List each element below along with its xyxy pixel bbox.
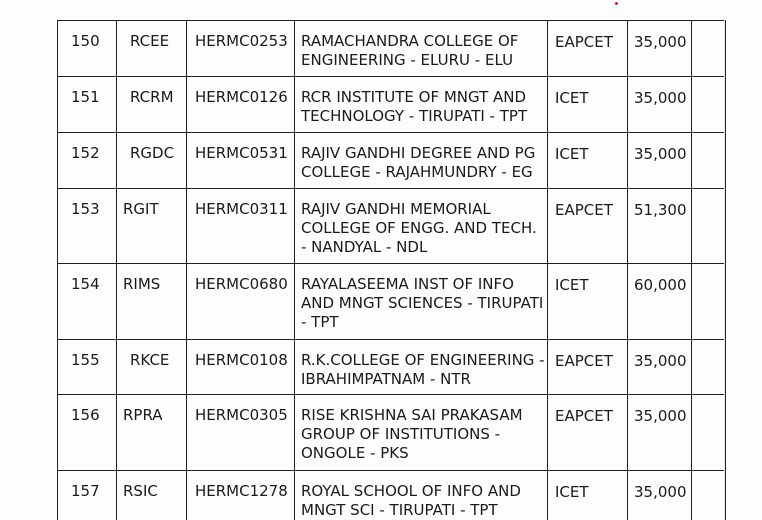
college-name-cell: RCR INSTITUTE OF MNGT AND TECHNOLOGY - TIRUPATI - TPT (295, 77, 548, 133)
serial-number-cell: 157 (58, 471, 117, 520)
fee-cell: 35,000 (628, 340, 692, 395)
blank-cell (692, 133, 726, 189)
hermc-code-cell: HERMC0311 (187, 189, 295, 264)
table-row (58, 471, 726, 520)
serial-number-cell: 153 (58, 189, 117, 264)
exam-cell: EAPCET (548, 395, 628, 471)
fee-cell: 60,000 (628, 264, 692, 340)
blank-cell (692, 340, 726, 395)
serial-number-cell: 151 (58, 77, 117, 133)
college-fee-table (57, 20, 726, 520)
hermc-code-cell: HERMC1278 (187, 471, 295, 520)
table-row (58, 340, 726, 395)
fee-cell: 35,000 (628, 21, 692, 77)
exam-cell: EAPCET (548, 21, 628, 77)
blank-cell (692, 21, 726, 77)
college-code-cell: RIMS (117, 264, 187, 340)
fee-cell: 35,000 (628, 133, 692, 189)
hermc-code-cell: HERMC0531 (187, 133, 295, 189)
college-code-cell: RPRA (117, 395, 187, 471)
college-code-cell: RCEE (117, 21, 187, 77)
blank-cell (692, 395, 726, 471)
blank-cell (692, 471, 726, 520)
table-row (58, 21, 726, 77)
serial-number-cell: 150 (58, 21, 117, 77)
hermc-code-cell: HERMC0305 (187, 395, 295, 471)
college-name-cell: RAMACHANDRA COLLEGE OF ENGINEERING - ELURU - ELU (295, 21, 548, 77)
fee-cell: 35,000 (628, 471, 692, 520)
table-row (58, 264, 726, 340)
college-name-cell: RISE KRISHNA SAI PRAKASAM GROUP OF INSTITUTIONS - ONGOLE - PKS (295, 395, 548, 471)
table-row (58, 133, 726, 189)
fee-cell: 51,300 (628, 189, 692, 264)
table-row (58, 77, 726, 133)
exam-cell: ICET (548, 133, 628, 189)
college-name-cell: RAJIV GANDHI MEMORIAL COLLEGE OF ENGG. AND TECH. - NANDYAL - NDL (295, 189, 548, 264)
red-ink-mark (615, 2, 618, 5)
blank-cell (692, 264, 726, 340)
exam-cell: EAPCET (548, 189, 628, 264)
college-name-cell: RAYALASEEMA INST OF INFO AND MNGT SCIENCES - TIRUPATI - TPT (295, 264, 548, 340)
hermc-code-cell: HERMC0680 (187, 264, 295, 340)
fee-cell: 35,000 (628, 77, 692, 133)
college-name-cell: R.K.COLLEGE OF ENGINEERING - IBRAHIMPATNAM - NTR (295, 340, 548, 395)
serial-number-cell: 152 (58, 133, 117, 189)
college-code-cell: RGDC (117, 133, 187, 189)
exam-cell: ICET (548, 264, 628, 340)
college-code-cell: RKCE (117, 340, 187, 395)
exam-cell: ICET (548, 77, 628, 133)
college-name-cell: RAJIV GANDHI DEGREE AND PG COLLEGE - RAJAHMUNDRY - EG (295, 133, 548, 189)
exam-cell: ICET (548, 471, 628, 520)
table-row (58, 395, 726, 471)
college-code-cell: RCRM (117, 77, 187, 133)
scan-artifact-line (724, 20, 725, 520)
college-code-cell: RGIT (117, 189, 187, 264)
fee-cell: 35,000 (628, 395, 692, 471)
exam-cell: EAPCET (548, 340, 628, 395)
blank-cell (692, 189, 726, 264)
college-name-cell: ROYAL SCHOOL OF INFO AND MNGT SCI - TIRUPATI - TPT (295, 471, 548, 520)
hermc-code-cell: HERMC0253 (187, 21, 295, 77)
hermc-code-cell: HERMC0108 (187, 340, 295, 395)
table-row (58, 189, 726, 264)
college-code-cell: RSIC (117, 471, 187, 520)
hermc-code-cell: HERMC0126 (187, 77, 295, 133)
blank-cell (692, 77, 726, 133)
serial-number-cell: 156 (58, 395, 117, 471)
serial-number-cell: 155 (58, 340, 117, 395)
serial-number-cell: 154 (58, 264, 117, 340)
